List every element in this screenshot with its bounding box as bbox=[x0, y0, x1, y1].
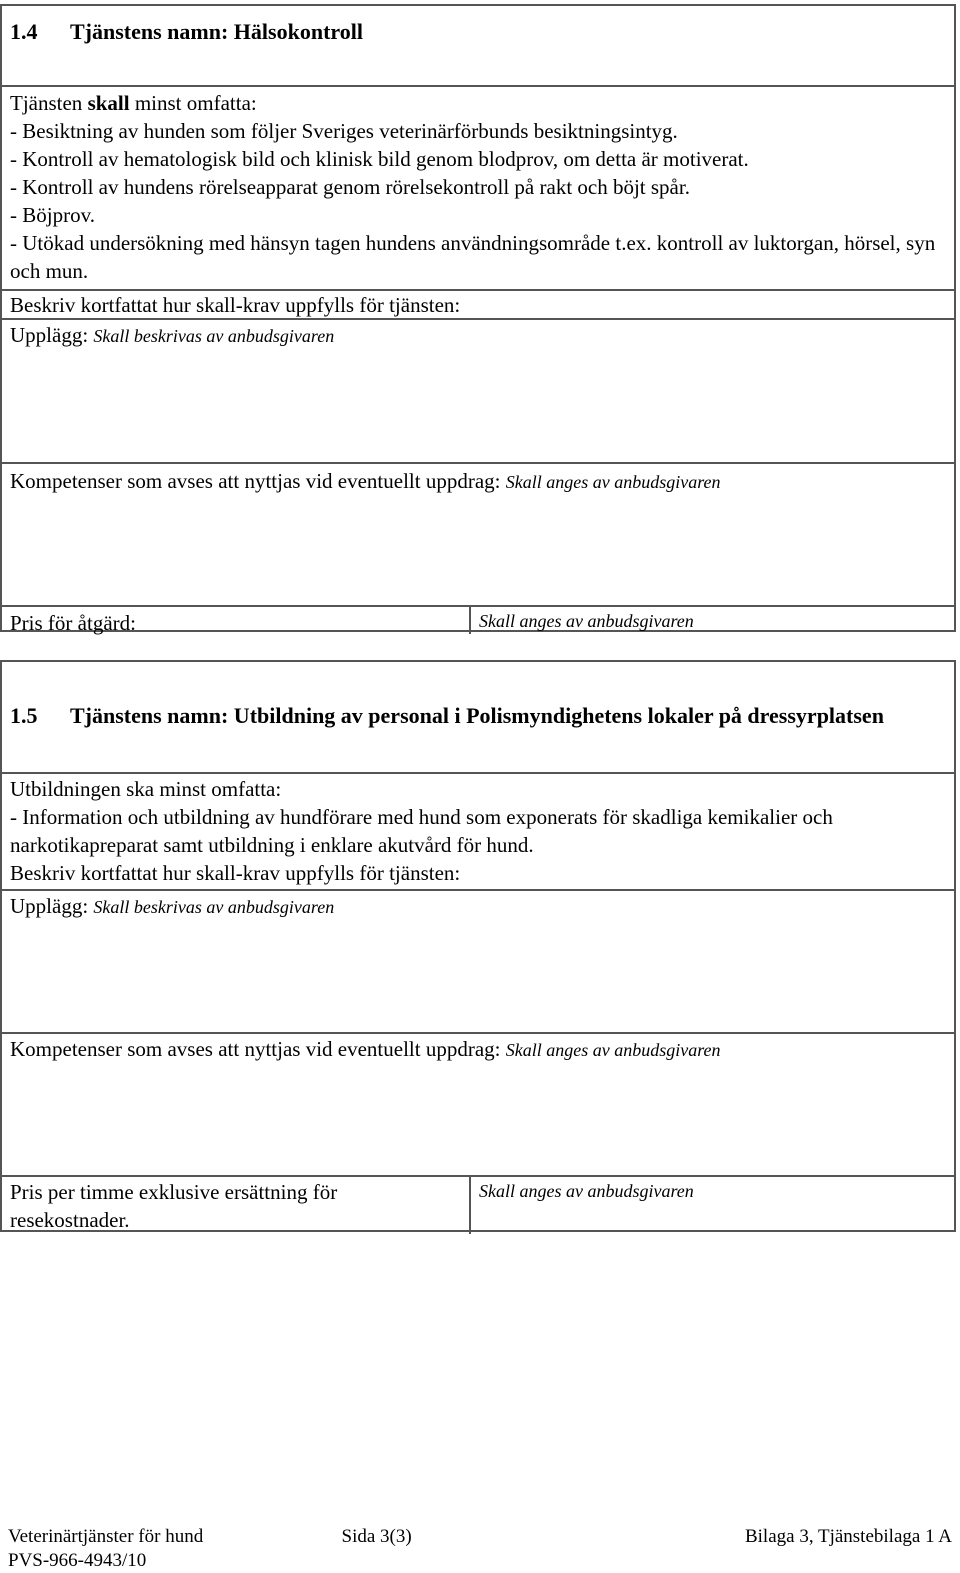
upplagg-label: Upplägg: bbox=[10, 894, 89, 918]
footer-page-number: Sida 3(3) bbox=[341, 1526, 412, 1547]
section-1-4-intro: Tjänsten skall minst omfatta: bbox=[10, 91, 257, 115]
kompetens-value: Skall anges av anbudsgivaren bbox=[505, 1040, 721, 1060]
kompetens-label: Kompetenser som avses att nyttjas vid eventuellt uppdrag: bbox=[10, 469, 501, 493]
section-1-4-requirements bbox=[2, 85, 954, 289]
describe-label: Beskriv kortfattat hur skall-krav uppfylls för tjänsten: bbox=[10, 293, 461, 317]
section-1-5-requirements bbox=[2, 772, 954, 859]
footer-document-title: Veterinärtjänster för hund bbox=[8, 1526, 204, 1547]
section-1-5-number: 1.5 bbox=[10, 703, 38, 728]
section-1-5-intro: Utbildningen ska minst omfatta: bbox=[10, 777, 282, 801]
section-1-5-describe bbox=[2, 859, 954, 889]
section-1-5-kompetens[interactable]: Kompetenser som avses att nyttjas vid eventuellt uppdrag: Skall anges av anbudsgivaren bbox=[2, 1032, 954, 1175]
page-footer bbox=[8, 1525, 952, 1573]
section-1-5-upplagg[interactable] bbox=[2, 889, 954, 1032]
section-1-4-kompetens[interactable] bbox=[2, 462, 954, 605]
footer-reference: PVS-966-4943/10 bbox=[8, 1550, 147, 1571]
footer-appendix: Bilaga 3, Tjänstebilaga 1 A bbox=[744, 1526, 952, 1547]
price-label: Pris för åtgärd: bbox=[2, 607, 471, 634]
section-1-4-header bbox=[2, 6, 954, 85]
section-1-4-describe bbox=[2, 289, 954, 318]
kompetens-value: Skall anges av anbudsgivaren bbox=[505, 472, 721, 492]
upplagg-label: Upplägg: bbox=[10, 323, 89, 347]
section-1-4-table bbox=[0, 4, 956, 635]
section-1-5-header bbox=[2, 662, 954, 772]
section-1-4-upplagg[interactable] bbox=[2, 318, 954, 462]
upplagg-value: Skall beskrivas av anbudsgivaren bbox=[93, 897, 335, 917]
section-1-4-title: Tjänstens namn: Hälsokontroll bbox=[70, 19, 363, 44]
requirement-item: - Böjprov. bbox=[10, 203, 95, 227]
section-1-4-number: 1.4 bbox=[10, 19, 38, 44]
requirement-item: - Information och utbildning av hundförare med hund som exponerats för skadliga kemikalier och narkotikapreparat samt utbildning i enklare akutvård för hund. bbox=[10, 805, 833, 857]
describe-label: Beskriv kortfattat hur skall-krav uppfylls för tjänsten: bbox=[10, 861, 461, 885]
section-1-4-price[interactable] bbox=[2, 605, 954, 634]
section-1-5-title: Tjänstens namn: Utbildning av personal i Polismyndighetens lokaler på dressyrplatsen bbox=[70, 703, 884, 728]
price-value: Skall anges av anbudsgivaren bbox=[479, 611, 694, 631]
kompetens-label: Kompetenser som avses att nyttjas vid eventuellt uppdrag bbox=[10, 1037, 495, 1061]
requirement-item: - Utökad undersökning med hänsyn tagen hundens användningsområde t.ex. kontroll av luktorgan, hörsel, syn och mun. bbox=[10, 231, 936, 283]
requirement-item: - Kontroll av hematologisk bild och klinisk bild genom blodprov, om detta är motiverat. bbox=[10, 147, 749, 171]
requirement-item: - Kontroll av hundens rörelseapparat genom rörelsekontroll på rakt och böjt spår. bbox=[10, 175, 690, 199]
price-label: Pris per timme exklusive ersättning för resekostnader. bbox=[2, 1177, 471, 1234]
requirement-item: - Besiktning av hunden som följer Sveriges veterinärförbunds besiktningsintyg. bbox=[10, 119, 678, 143]
upplagg-value: Skall beskrivas av anbudsgivaren bbox=[93, 326, 335, 346]
section-1-5-table bbox=[0, 660, 956, 1232]
section-1-5-price[interactable] bbox=[2, 1175, 954, 1234]
price-value: Skall anges av anbudsgivaren bbox=[479, 1181, 694, 1201]
